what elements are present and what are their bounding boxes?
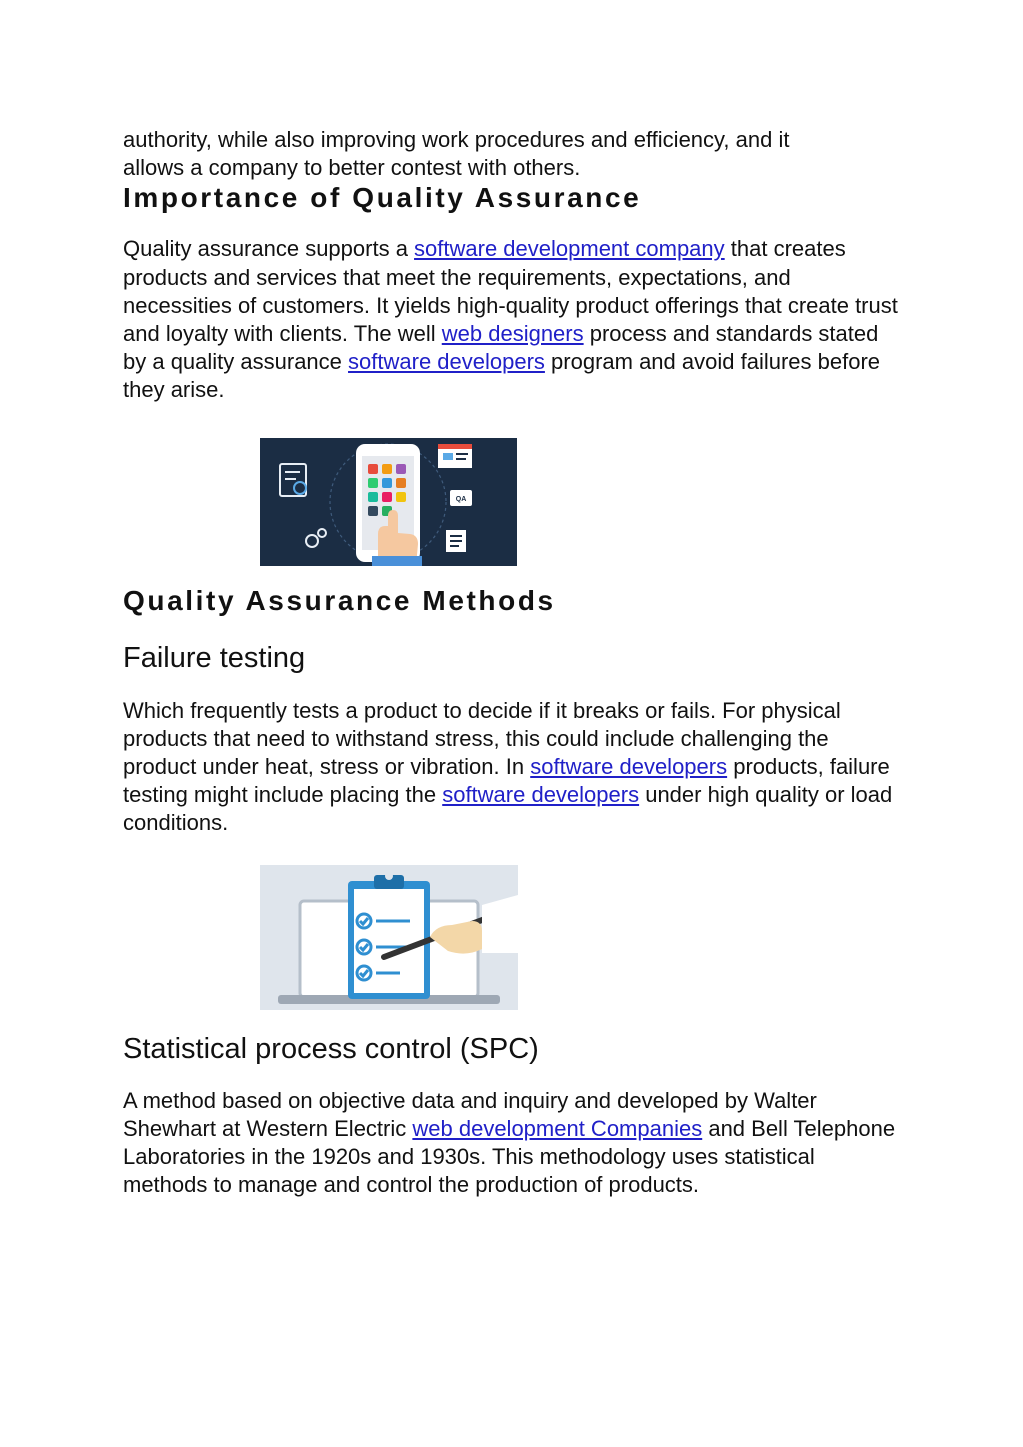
text-run: products, failure testing might include placing the xyxy=(123,754,890,808)
link-web-designers[interactable]: web designers xyxy=(441,321,584,347)
link-software-development-company[interactable]: software development company xyxy=(414,236,725,262)
subsection-title-spc: Statistical process control (SPC) xyxy=(123,1032,539,1065)
browser-window-icon xyxy=(438,444,472,468)
spc-paragraph xyxy=(123,1087,903,1200)
qa-badge-icon xyxy=(450,490,472,506)
link-software-developers[interactable]: software developers xyxy=(530,754,728,780)
intro-line-2: allows a company to better contest with others. xyxy=(123,155,581,181)
qa-label: QA xyxy=(455,495,467,503)
text-run: under high quality or load conditions. xyxy=(123,782,893,836)
importance-paragraph xyxy=(123,235,903,404)
text-run: that creates products and services that meet the requirements, expectations, and necessities of customers. It yields high-quality product offerings that create trust and loyalty with clients. The well xyxy=(123,236,898,347)
section-title-importance: Importance of Quality Assurance xyxy=(123,182,642,214)
text-run: A method based on objective data and inquiry and developed by Walter Shewhart at Western Electric xyxy=(123,1087,817,1141)
text-run: and Bell Telephone Laboratories in the 1920s and 1930s. This methodology uses statistical methods to manage and control the production of products. xyxy=(123,1115,896,1198)
link-software-developers[interactable]: software developers xyxy=(348,349,545,375)
link-web-development-companies[interactable]: web development Companies xyxy=(412,1115,703,1141)
intro-line-1: authority, while also improving work procedures and efficiency, and it xyxy=(123,127,790,152)
checklist-document-icon xyxy=(446,530,466,552)
checklist-clipboard-illustration xyxy=(260,865,518,1010)
document-page xyxy=(123,124,903,1199)
section-title-methods: Quality Assurance Methods xyxy=(123,584,556,616)
intro-paragraph xyxy=(123,126,903,182)
link-software-developers[interactable]: software developers xyxy=(442,782,640,808)
text-run: Quality assurance supports a xyxy=(123,236,415,262)
failure-testing-paragraph xyxy=(123,697,903,838)
text-run: process and standards stated by a quality assurance xyxy=(123,321,879,375)
text-run: Which frequently tests a product to decide if it breaks or fails. For physical products that need to withstand stress, this could include challenging the product under heat, stress or vibration. In xyxy=(123,697,841,780)
mobile-app-testing-illustration xyxy=(260,438,517,566)
subsection-title-failure-testing: Failure testing xyxy=(123,641,306,674)
text-run: program and avoid failures before they arise. xyxy=(123,349,881,403)
